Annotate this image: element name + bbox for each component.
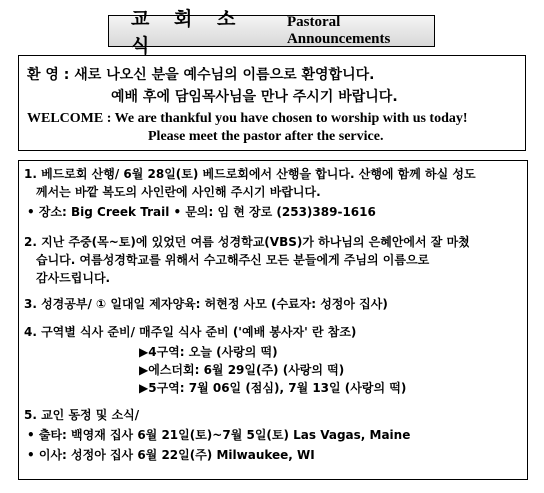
welcome-english-line-2: Please meet the pastor after the service. [148,129,384,144]
welcome-korean-line-2: 예배 후에 담임목사님을 만나 주시기 바랍니다. [111,89,398,105]
item-2-line-2: 습니다. 여름성경학교를 위해서 수고해주신 모든 분들에게 주님의 이름으로 [36,253,430,267]
item-1-line-2: 께서는 바깥 복도의 사인란에 사인해 주시기 바랍니다. [36,185,321,199]
item-3-line-1: 3. 성경공부/ ① 일대일 제자양육: 허현정 사모 (수료자: 성정아 집사) [24,297,388,311]
item-1-line-1: 1. 베드로회 산행/ 6월 28일(토) 베드로회에서 산행을 합니다. 산행에 함께 하실 성도 [24,167,476,181]
item-5-line-1: 5. 교인 동정 및 소식/ [24,408,140,422]
welcome-english-line-1: WELCOME : We are thankful you have chosen to worship with us today! [27,111,468,126]
welcome-box [18,55,526,151]
item-4-line-1: 4. 구역별 식사 준비/ 매주일 식사 준비 ('예배 봉사자' 란 참조) [24,325,357,339]
item-4-line-4: ▶5구역: 7월 06일 (점심), 7월 13일 (사랑의 떡) [139,381,407,395]
welcome-korean-line-1: 환 영 : 새로 나오신 분을 예수님의 이름으로 환영합니다. [27,67,375,83]
item-5-line-2: • 출타: 백영재 집사 6월 21일(토)~7월 5일(토) Las Vagas, Maine [27,428,411,442]
announcement-header [108,8,435,57]
item-4-line-2: ▶4구역: 오늘 (사랑의 떡) [139,345,278,359]
item-5-line-3: • 이사: 성정아 집사 6월 22일(주) Milwaukee, WI [27,448,315,462]
item-4-line-3: ▶에스더회: 6월 29일(주) (사랑의 떡) [139,363,345,377]
announcement-list [18,160,528,480]
item-2-line-1: 2. 지난 주중(목~토)에 있었던 여름 성경학교(VBS)가 하나님의 은혜안에서 잘 마쳤 [24,235,470,249]
item-1-line-3: • 장소: Big Creek Trail • 문의: 임 현 장로 (253)389-1616 [27,205,376,219]
header-title-english: Pastoral Announcements [286,14,391,47]
item-2-line-3: 감사드립니다. [36,271,111,285]
header-title-korean: 교 회 소 식 [131,8,245,57]
